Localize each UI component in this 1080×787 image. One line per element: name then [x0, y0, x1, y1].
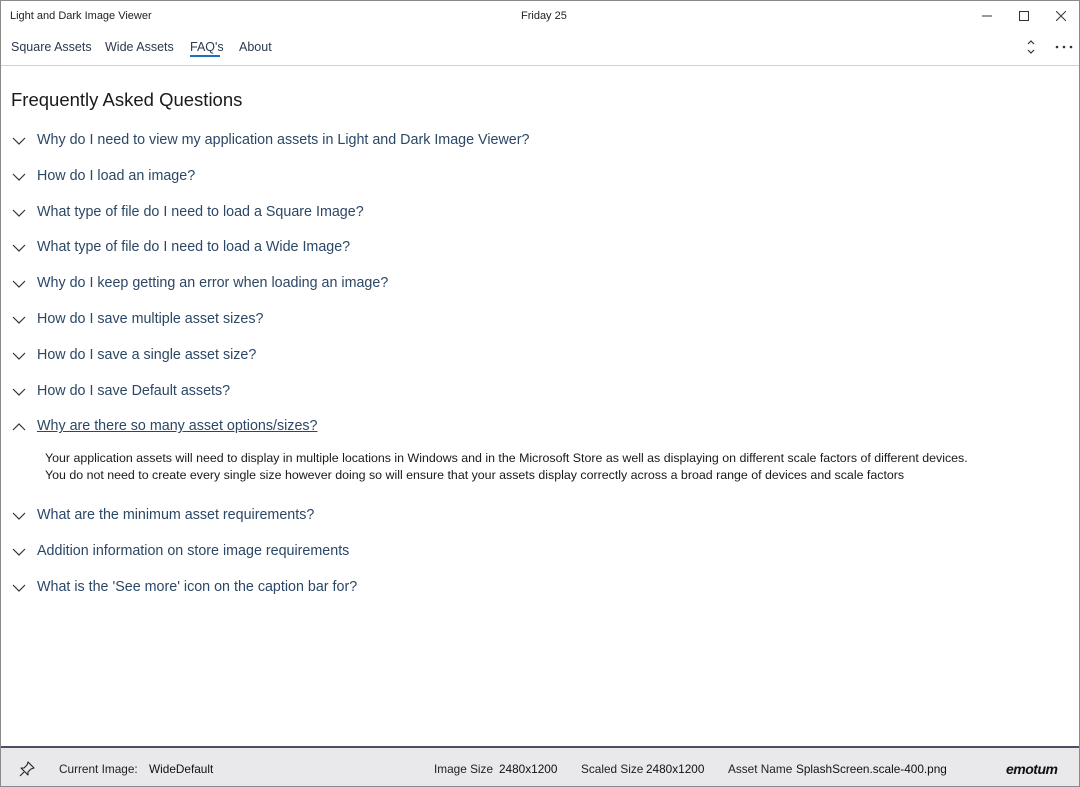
faq-item [1, 502, 1061, 532]
chevron-down-icon [12, 172, 26, 182]
tab-wide-assets[interactable]: Wide Assets [105, 40, 174, 54]
chevron-down-icon [12, 547, 26, 557]
chevron-down-icon [12, 583, 26, 593]
scaled-size-value: 2480x1200 [646, 762, 705, 776]
faq-question: Why are there so many asset options/sizes? [37, 418, 318, 435]
pin-icon [18, 760, 36, 778]
faq-toggle[interactable] [1, 270, 1061, 300]
sort-icon [1027, 39, 1035, 55]
faq-page [1, 67, 1079, 747]
asset-name-label: Asset Name [728, 762, 793, 776]
chevron-down-icon [12, 511, 26, 521]
maximize-icon [1019, 11, 1029, 21]
faq-item [1, 342, 1061, 372]
faq-question: What type of file do I need to load a Square Image? [37, 203, 364, 220]
faq-answer [45, 450, 968, 484]
faq-item [1, 306, 1061, 336]
date-text: Friday 25 [521, 10, 567, 22]
chevron-down-icon [12, 387, 26, 397]
page-title: Frequently Asked Questions [11, 89, 243, 110]
faq-question: Addition information on store image requirements [37, 543, 350, 559]
close-icon [1056, 11, 1066, 21]
sort-button[interactable] [1023, 37, 1039, 57]
chevron-down-icon [12, 351, 26, 361]
image-size-label: Image Size [434, 762, 494, 776]
brand-logo: emotum [1006, 761, 1058, 777]
faq-item [1, 163, 1061, 193]
pin-button[interactable] [17, 759, 37, 779]
minimize-icon [982, 11, 992, 21]
faq-toggle[interactable] [1, 234, 1061, 264]
faq-answer-line: You do not need to create every single size however doing so will ensure that your assets display correctly across a broad range of devices and scale factors [45, 468, 905, 483]
faq-toggle[interactable] [1, 127, 1061, 157]
faq-toggle[interactable] [1, 342, 1061, 372]
chevron-down-icon [12, 315, 26, 325]
faq-item [1, 127, 1061, 157]
faq-item [1, 413, 1061, 483]
faq-toggle[interactable] [1, 538, 1061, 568]
faq-question: What is the 'See more' icon on the caption bar for? [37, 578, 358, 595]
faq-item [1, 199, 1061, 229]
faq-question: What type of file do I need to load a Wide Image? [37, 239, 351, 256]
active-tab-indicator [190, 55, 220, 57]
faq-answer-line: Your application assets will need to display in multiple locations in Windows and in the Microsoft Store as well as displaying on different scale factors of different devices. [45, 451, 968, 466]
faq-question: Why do I keep getting an error when loading an image? [37, 275, 389, 292]
image-size-value: 2480x1200 [499, 762, 558, 776]
faq-question: Why do I need to view my application assets in Light and Dark Image Viewer? [37, 132, 530, 148]
faq-toggle[interactable] [1, 306, 1061, 336]
current-image-value: WideDefault [149, 762, 214, 776]
faq-item [1, 378, 1061, 408]
faq-question: What are the minimum asset requirements? [37, 507, 315, 524]
faq-toggle[interactable] [1, 378, 1061, 408]
faq-item [1, 234, 1061, 264]
faq-item [1, 270, 1061, 300]
faq-item [1, 574, 1061, 604]
close-button[interactable] [1038, 1, 1080, 31]
scaled-size-label: Scaled Size [581, 762, 644, 776]
nav-bar [1, 31, 1079, 66]
chevron-down-icon [12, 208, 26, 218]
faq-toggle[interactable] [1, 199, 1061, 229]
current-image-label: Current Image: [59, 762, 138, 776]
more-icon [1055, 45, 1073, 49]
tab-square-assets[interactable]: Square Assets [11, 40, 92, 54]
faq-question: How do I save multiple asset sizes? [37, 311, 264, 327]
see-more-button[interactable] [1051, 37, 1077, 57]
tab-about[interactable]: About [239, 40, 272, 54]
faq-toggle[interactable] [1, 574, 1061, 604]
faq-item [1, 538, 1061, 568]
status-bar [1, 746, 1079, 787]
title-bar [1, 1, 1079, 31]
faq-toggle[interactable] [1, 502, 1061, 532]
faq-question: How do I save a single asset size? [37, 346, 257, 363]
faq-toggle[interactable] [1, 413, 1061, 443]
faq-question: How do I load an image? [37, 167, 196, 184]
app-title: Light and Dark Image Viewer [10, 10, 152, 22]
chevron-down-icon [12, 136, 26, 146]
chevron-up-icon [12, 422, 26, 432]
chevron-down-icon [12, 243, 26, 253]
asset-name-value: SplashScreen.scale-400.png [796, 762, 947, 776]
faq-toggle[interactable] [1, 163, 1061, 193]
faq-question: How do I save Default assets? [37, 382, 231, 399]
tab-faqs[interactable]: FAQ's [190, 40, 224, 54]
chevron-down-icon [12, 279, 26, 289]
